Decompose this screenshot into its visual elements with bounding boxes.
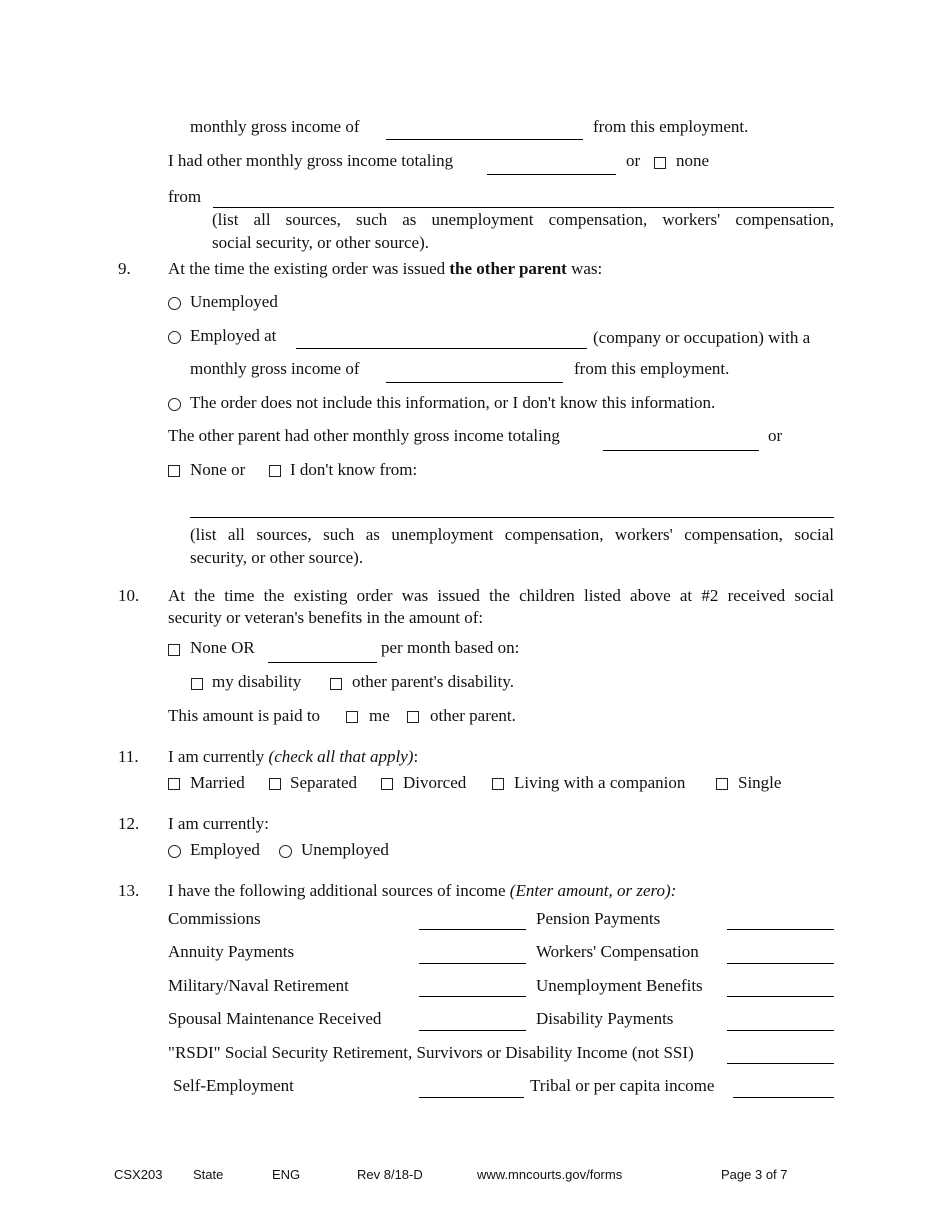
pension-label: Pension Payments [536, 909, 661, 928]
other-parent-income-field[interactable] [603, 450, 759, 451]
other-parent-income-label: The other parent had other monthly gross income totaling [168, 426, 560, 445]
item-11-label [168, 747, 418, 767]
spousal-maintenance-label: Spousal Maintenance Received [168, 1009, 382, 1028]
unemployment-benefits-label: Unemployment Benefits [536, 976, 703, 995]
unemployed-radio[interactable] [168, 297, 181, 310]
married-label: Married [190, 773, 245, 792]
item-9-income-suffix: from this employment. [574, 359, 730, 378]
item-12-number: 12. [118, 814, 140, 833]
unemployed-now-radio[interactable] [279, 845, 292, 858]
separated-checkbox[interactable] [269, 778, 281, 790]
or-label: or [626, 151, 641, 170]
item-13-label [168, 881, 676, 901]
other-income-label: I had other monthly gross income totaling [168, 151, 454, 170]
single-checkbox[interactable] [716, 778, 728, 790]
disability-payments-label: Disability Payments [536, 1009, 674, 1028]
workers-comp-label: Workers' Compensation [536, 942, 699, 961]
question-prefix: At the time the existing order was issued [168, 259, 446, 278]
item-11-colon: : [413, 747, 419, 766]
commissions-field[interactable] [419, 929, 526, 930]
item-9-sources-field[interactable] [190, 517, 834, 518]
self-employment-field[interactable] [419, 1097, 524, 1098]
annuity-label: Annuity Payments [168, 942, 295, 961]
item-9-question [168, 259, 602, 279]
my-disability-label: my disability [212, 672, 302, 691]
sources-note-line1: (list all sources, such as unemployment compensation, workers' compensation, [212, 210, 834, 229]
none-label: none [676, 151, 710, 170]
footer-revision: Rev 8/18-D [357, 1167, 423, 1182]
footer-language: ENG [272, 1167, 301, 1182]
item-12-label: I am currently: [168, 814, 270, 833]
item-11-number: 11. [118, 747, 139, 766]
unknown-label: The order does not include this information, or I don't know this information. [190, 393, 716, 412]
item-9-income-field[interactable] [386, 382, 563, 383]
dont-know-checkbox[interactable] [269, 465, 281, 477]
unemployed-label: Unemployed [190, 292, 278, 311]
tribal-income-field[interactable] [733, 1097, 834, 1098]
footer-form-code: CSX203 [114, 1167, 163, 1182]
item-13-hint: (Enter amount, or zero): [509, 881, 677, 900]
item-11-label-text: I am currently [168, 747, 265, 766]
spousal-maintenance-field[interactable] [419, 1030, 526, 1031]
item-9-note-line1: (list all sources, such as unemployment compensation, workers' compensation, social [190, 525, 834, 544]
footer-url[interactable]: www.mncourts.gov/forms [477, 1167, 623, 1182]
employed-radio[interactable] [168, 331, 181, 344]
employed-label: Employed at [190, 326, 277, 345]
item-9-number: 9. [118, 259, 131, 278]
divorced-checkbox[interactable] [381, 778, 393, 790]
unemployment-benefits-field[interactable] [727, 996, 834, 997]
employment-income-field[interactable] [386, 139, 583, 140]
annuity-field[interactable] [419, 963, 526, 964]
other-disability-checkbox[interactable] [330, 678, 342, 690]
benefits-none-checkbox[interactable] [168, 644, 180, 656]
paid-to-me-checkbox[interactable] [346, 711, 358, 723]
item-9-note-line2: security, or other source). [190, 548, 364, 567]
item-11-hint: (check all that apply) [268, 747, 414, 766]
income-prefix: monthly gross income of [190, 117, 360, 136]
living-with-companion-label: Living with a companion [514, 773, 686, 792]
per-month-label: per month based on: [381, 638, 520, 657]
divorced-label: Divorced [403, 773, 467, 792]
footer-state: State [193, 1167, 224, 1182]
item-13-label-text: I have the following additional sources of income [168, 881, 506, 900]
workers-comp-field[interactable] [727, 963, 834, 964]
rsdi-field[interactable] [727, 1063, 834, 1064]
item-9-income-prefix: monthly gross income of [190, 359, 360, 378]
benefits-amount-field[interactable] [268, 662, 377, 663]
employed-now-label: Employed [190, 840, 260, 859]
footer-page-number: Page 3 of 7 [721, 1167, 788, 1182]
living-with-companion-checkbox[interactable] [492, 778, 504, 790]
item-9-none-label: None or [190, 460, 246, 479]
other-income-field[interactable] [487, 174, 616, 175]
item-9-or-label: or [768, 426, 783, 445]
item-10-number: 10. [118, 586, 140, 605]
unemployed-now-label: Unemployed [301, 840, 389, 859]
paid-to-other-checkbox[interactable] [407, 711, 419, 723]
paid-to-label: This amount is paid to [168, 706, 321, 725]
self-employment-label: Self-Employment [173, 1076, 294, 1095]
item-13-number: 13. [118, 881, 140, 900]
sources-note-line2: social security, or other source). [212, 233, 429, 252]
income-suffix: from this employment. [593, 117, 749, 136]
item-10-line1: At the time the existing order was issued the children listed above at #2 received social [168, 586, 834, 605]
other-income-source-field[interactable] [213, 207, 834, 208]
employed-suffix: (company or occupation) with a [593, 328, 811, 347]
none-checkbox[interactable] [654, 157, 666, 169]
military-retirement-field[interactable] [419, 996, 526, 997]
unknown-radio[interactable] [168, 398, 181, 411]
separated-label: Separated [290, 773, 358, 792]
benefits-none-label: None OR [190, 638, 255, 657]
employer-field[interactable] [296, 348, 587, 349]
question-bold: the other parent [449, 259, 567, 278]
military-retirement-label: Military/Naval Retirement [168, 976, 349, 995]
disability-payments-field[interactable] [727, 1030, 834, 1031]
other-disability-label: other parent's disability. [352, 672, 515, 691]
dont-know-label: I don't know from: [290, 460, 418, 479]
tribal-income-label: Tribal or per capita income [530, 1076, 715, 1095]
rsdi-label: "RSDI" Social Security Retirement, Survivors or Disability Income (not SSI) [168, 1043, 694, 1062]
single-label: Single [738, 773, 782, 792]
employed-now-radio[interactable] [168, 845, 181, 858]
paid-to-other-label: other parent. [430, 706, 516, 725]
item-10-line2: security or veteran's benefits in the amount of: [168, 608, 484, 627]
pension-field[interactable] [727, 929, 834, 930]
married-checkbox[interactable] [168, 778, 180, 790]
paid-to-me-label: me [369, 706, 390, 725]
question-suffix: was: [571, 259, 603, 278]
my-disability-checkbox[interactable] [191, 678, 203, 690]
from-label: from [168, 187, 202, 206]
commissions-label: Commissions [168, 909, 261, 928]
item-9-none-checkbox[interactable] [168, 465, 180, 477]
